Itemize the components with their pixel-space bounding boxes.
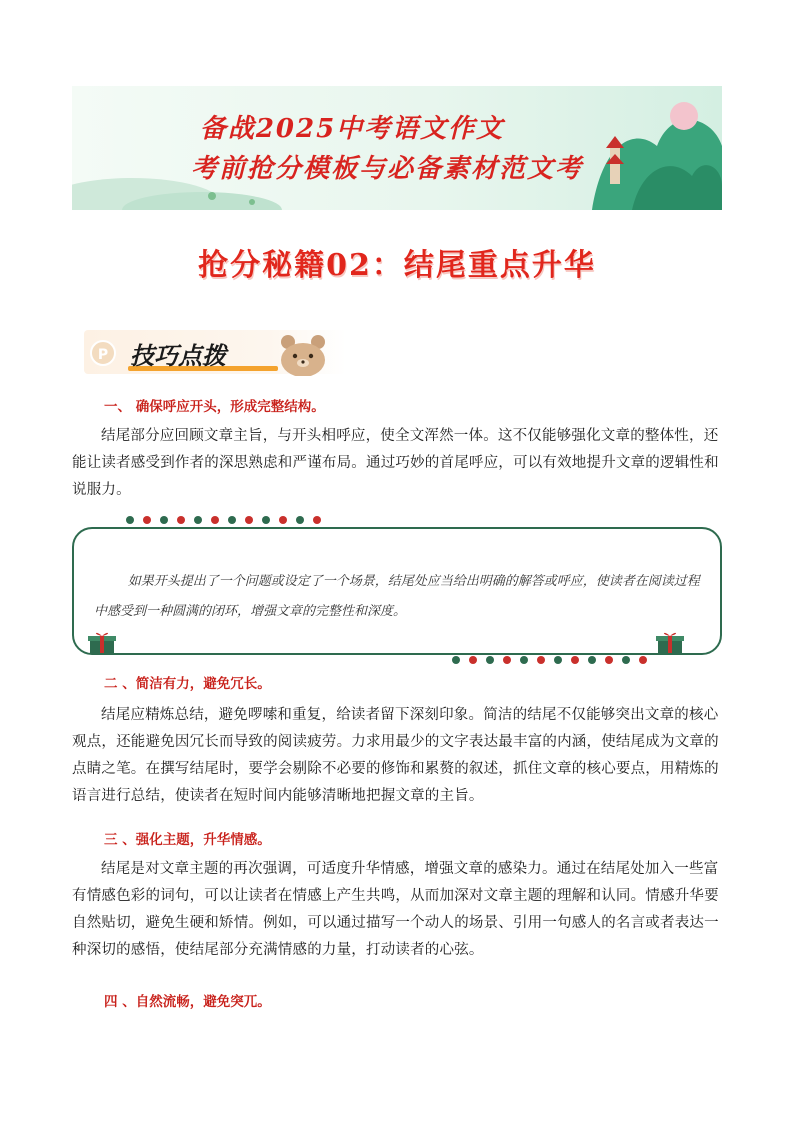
section-2-heading: 二 、简洁有力，避免冗长。 [104,676,271,692]
gift-icon [656,630,684,654]
section-3-heading: 三 、强化主题，升华情感。 [104,832,271,848]
section-4-heading: 四 、自然流畅，避免突兀。 [104,994,271,1010]
top-dots [126,516,321,524]
tip-note-box [72,527,722,655]
page-title: 抢分秘籍02：结尾重点升华 [198,248,596,283]
gift-icon [88,630,116,654]
tip-note-text: 如果开头提出了一个问题或设定了一个场景，结尾处应当给出明确的解答或呼应，使读者在阅读过程中感受到一种圆满的闭环，增强文章的完整性和深度。 [94,574,700,619]
p-badge-icon: P [90,340,116,366]
bottom-dots [452,656,647,664]
banner-line-1: 备战2025中考语文作文 [199,114,505,144]
section-2-paragraph: 结尾应精炼总结，避免啰嗦和重复，给读者留下深刻印象。简洁的结尾不仅能够突出文章的核心观点，还能避免因冗长而导致的阅读疲劳。力求用最少的文字表达最丰富的内涵，使结尾成为文章的点睛之笔。在撰写结尾时，要学会剔除不必要的修饰和累赘的叙述，抓住文章的核心要点，用精炼的语言进行总结，使读者在短时间内能够清晰地把握文章的主旨。 [72,707,719,804]
bear-mascot-icon [274,332,338,376]
banner-line-2: 考前抢分模板与必备素材范文考 [190,154,583,184]
section-tag [84,330,346,374]
section-tag-label: 技巧点拨 [130,341,226,370]
section-3-paragraph: 结尾是对文章主题的再次强调，可适度升华情感，增强文章的感染力。通过在结尾处加入一些富有情感色彩的词句，可以让读者在情感上产生共鸣，从而加深对文章主题的理解和认同。情感升华要自然贴切，避免生硬和矫情。例如，可以通过描写一个动人的场景、引用一句感人的名言或者表达一种深切的感悟，使结尾部分充满情感的力量，打动读者的心弦。 [72,861,719,958]
section-1-heading: 一、 确保呼应开头，形成完整结构。 [104,399,325,415]
section-1-paragraph: 结尾部分应回顾文章主旨，与开头相呼应，使全文浑然一体。这不仅能够强化文章的整体性，还能让读者感受到作者的深思熟虑和严谨布局。通过巧妙的首尾呼应，可以有效地提升文章的逻辑性和说服力。 [72,428,719,498]
header-banner [72,86,722,210]
